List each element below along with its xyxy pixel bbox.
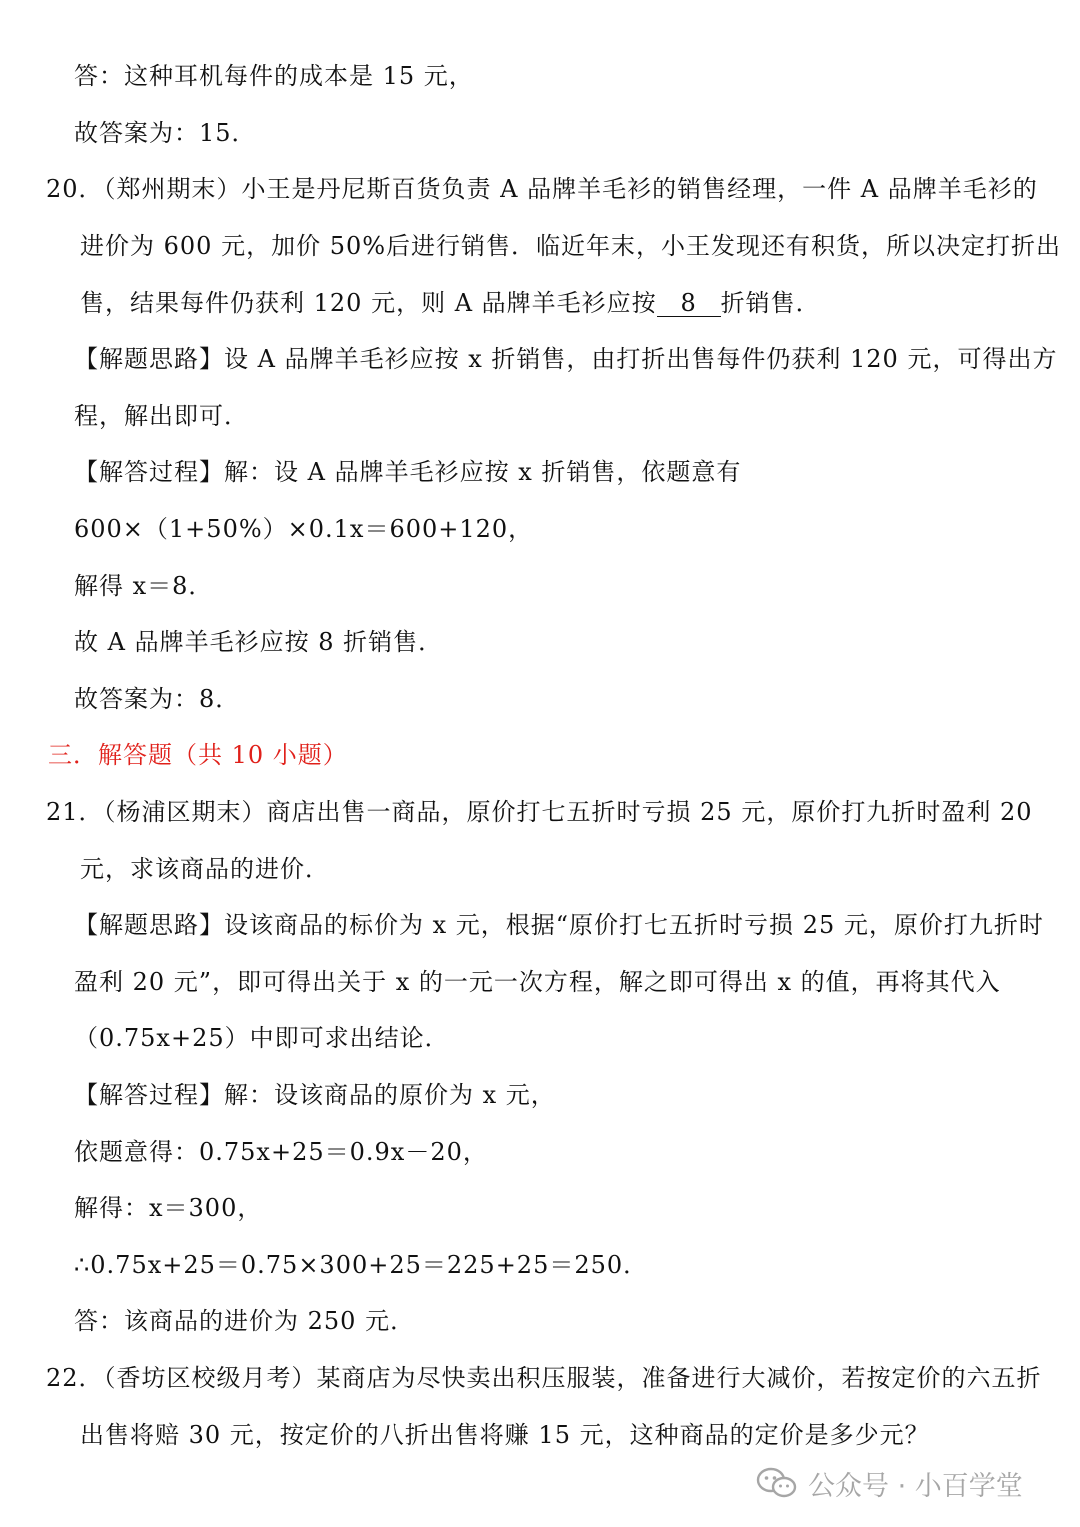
prev-final-answer: 故答案为：15．: [74, 119, 257, 147]
q20-idea-line-2: 程，解出即可．: [74, 402, 249, 430]
prev-answer-line: 答：这种耳机每件的成本是 15 元，: [74, 62, 474, 90]
watermark: [756, 1463, 1023, 1503]
q20-stem-line-3: [80, 288, 821, 318]
q21-answer: 答：该商品的进价为 250 元．: [74, 1307, 416, 1335]
q21-stem-line-2: 元，求该商品的进价．: [80, 855, 330, 883]
section-3-title: 三．解答题（共 10 小题）: [48, 741, 348, 769]
q21-idea-line-2: 盈利 20 元”，即可得出关于 x 的一元一次方程，解之即可得出 x 的值，再将其代入: [74, 968, 1001, 996]
q20-process-line-1: 【解答过程】解：设 A 品牌羊毛衫应按 x 折销售，依题意有: [74, 458, 742, 486]
q21-equation-3: ∴0.75x+25＝0.75×300+25＝225+25＝250．: [74, 1251, 649, 1279]
q20-conclusion: 故 A 品牌羊毛衫应按 8 折销售．: [74, 628, 444, 656]
q20-final-answer: 故答案为：8．: [74, 685, 241, 713]
q20-blank-answer: 8: [657, 290, 721, 317]
q20-equation-1: 600×（1+50%）×0.1x＝600+120，: [74, 515, 534, 543]
q20-stem-line-2: 进价为 600 元，加价 50%后进行销售．临近年末，小王发现还有积货，所以决定打折出: [80, 232, 1062, 260]
wechat-icon: [756, 1466, 798, 1500]
q21-idea-line-3: （0.75x+25）中即可求出结论．: [74, 1024, 450, 1052]
q21-idea-line-1: 【解题思路】设该商品的标价为 x 元，根据“原价打七五折时亏损 25 元，原价打九折时: [74, 911, 1044, 939]
q22-stem-line-1: 22．（香坊区校级月考）某商店为尽快卖出积压服装，准备进行大减价，若按定价的六五折: [46, 1364, 1042, 1392]
q21-process-line-1: 【解答过程】解：设该商品的原价为 x 元，: [74, 1081, 556, 1109]
q21-stem-line-1: 21．（杨浦区期末）商店出售一商品，原价打七五折时亏损 25 元，原价打九折时盈利 20: [46, 798, 1033, 826]
q21-equation-1: 依题意得：0.75x+25＝0.9x－20，: [74, 1138, 488, 1166]
q20-stem-line-1: 20．（郑州期末）小王是丹尼斯百货负责 A 品牌羊毛衫的销售经理，一件 A 品牌羊毛衫的: [46, 175, 1038, 203]
q22-stem-line-2: 出售将赔 30 元，按定价的八折出售将赚 15 元，这种商品的定价是多少元？: [80, 1421, 930, 1449]
q20-idea-line-1: 【解题思路】设 A 品牌羊毛衫应按 x 折销售，由打折出售每件仍获利 120 元，可得出方: [74, 345, 1058, 373]
q20-equation-2: 解得 x＝8．: [74, 572, 214, 600]
watermark-text: 公众号 · 小百学堂: [808, 1470, 1023, 1502]
q20-stem-line-3-tail: 折销售．: [720, 289, 821, 317]
q21-equation-2: 解得：x＝300，: [74, 1194, 263, 1222]
q20-stem-line-3-text: 售，结果每件仍获利 120 元，则 A 品牌羊毛衫应按: [80, 289, 657, 317]
